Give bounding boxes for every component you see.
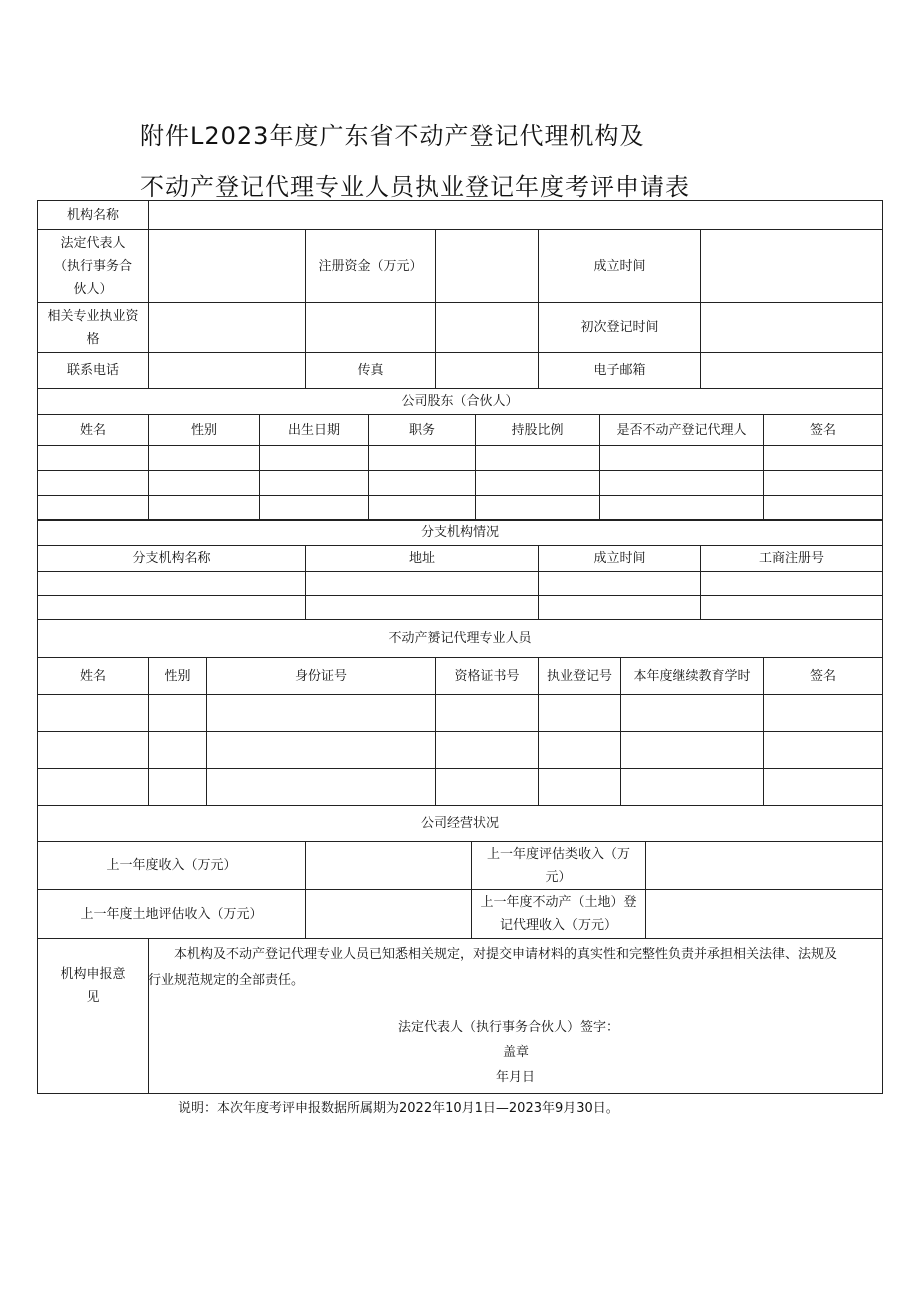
shareholder-row-cell[interactable]: [475, 445, 600, 471]
application-form: [37, 200, 883, 1094]
branch-header-reg-no: 工商注册号: [700, 545, 883, 572]
email-label: 电子邮箱: [538, 352, 701, 389]
prev-income-label: 上一年度收入（万元）: [37, 841, 306, 890]
professional-row-cell[interactable]: [206, 694, 436, 732]
reg-capital-label: 注册资金（万元）: [305, 229, 436, 303]
shareholders-section-title: 公司股东（合伙人）: [37, 388, 883, 415]
established-label: 成立时间: [538, 229, 701, 303]
professional-row-cell[interactable]: [620, 694, 764, 732]
shareholder-header-position: 职务: [368, 414, 476, 446]
branch-row-cell[interactable]: [700, 571, 883, 596]
professional-row-cell[interactable]: [763, 731, 883, 769]
branch-header-established: 成立时间: [538, 545, 701, 572]
branch-header-name: 分支机构名称: [37, 545, 306, 572]
phone-label: 联系电话: [37, 352, 149, 389]
title-line-2: 不动产登记代理专业人员执业登记年度考评申请表: [140, 173, 690, 201]
professional-header-name: 姓名: [37, 657, 149, 695]
shareholder-header-birth: 出生日期: [259, 414, 369, 446]
branch-header-address: 地址: [305, 545, 539, 572]
first-reg-time-label: 初次登记时间: [538, 302, 701, 353]
shareholder-row-cell[interactable]: [475, 495, 600, 521]
branch-row-cell[interactable]: [37, 571, 306, 596]
phone-field[interactable]: [148, 352, 306, 389]
fax-field[interactable]: [435, 352, 539, 389]
shareholder-row-cell[interactable]: [763, 495, 883, 521]
shareholder-row-cell[interactable]: [259, 445, 369, 471]
shareholder-row-cell[interactable]: [599, 470, 764, 496]
shareholder-header-gender: 性别: [148, 414, 260, 446]
org-name-label: 机构名称: [37, 200, 149, 230]
qualification-field-3[interactable]: [435, 302, 539, 353]
shareholder-header-agent: 是否不动产登记代理人: [599, 414, 764, 446]
established-field[interactable]: [700, 229, 883, 303]
branch-row-cell[interactable]: [538, 571, 701, 596]
professional-header-education: 本年度继续教育学时: [620, 657, 764, 695]
land-appraisal-income-label: 上一年度土地评估收入（万元）: [37, 889, 306, 939]
shareholder-row-cell[interactable]: [148, 445, 260, 471]
declaration-signature: 法定代表人（执行事务合伙人）签字：: [398, 1020, 620, 1035]
shareholder-row-cell[interactable]: [475, 470, 600, 496]
professional-row-cell[interactable]: [620, 768, 764, 806]
shareholder-row-cell[interactable]: [148, 470, 260, 496]
professional-row-cell[interactable]: [37, 768, 149, 806]
shareholder-header-share: 持股比例: [475, 414, 600, 446]
shareholder-row-cell[interactable]: [259, 470, 369, 496]
agency-income-label: 上一年度不动产（土地）登记代理收入（万元）: [471, 889, 646, 939]
shareholder-row-cell[interactable]: [368, 445, 476, 471]
shareholder-row-cell[interactable]: [148, 495, 260, 521]
shareholder-row-cell[interactable]: [763, 470, 883, 496]
shareholder-row-cell[interactable]: [37, 445, 149, 471]
branches-section-title: 分支机构情况: [37, 519, 883, 546]
legal-rep-label: 法定代表人（执行事务合伙人）: [37, 229, 149, 303]
professional-row-cell[interactable]: [538, 768, 621, 806]
land-appraisal-income-field[interactable]: [305, 889, 472, 939]
appraisal-income-field[interactable]: [645, 841, 883, 890]
declaration-date: 年月日: [496, 1070, 536, 1085]
professional-row-cell[interactable]: [435, 694, 539, 732]
declaration-text: 本机构及不动产登记代理专业人员已知悉相关规定，对提交申请材料的真实性和完整性负责并承担相关法律、法规及行业规范规定的全部责任。: [148, 947, 838, 988]
professional-row-cell[interactable]: [148, 694, 207, 732]
qualification-field-1[interactable]: [148, 302, 306, 353]
branch-row-cell[interactable]: [37, 595, 306, 620]
professional-row-cell[interactable]: [206, 768, 436, 806]
legal-rep-field[interactable]: [148, 229, 306, 303]
shareholder-header-signature: 签名: [763, 414, 883, 446]
professional-row-cell[interactable]: [763, 768, 883, 806]
email-field[interactable]: [700, 352, 883, 389]
professional-row-cell[interactable]: [763, 694, 883, 732]
professional-row-cell[interactable]: [435, 768, 539, 806]
branch-row-cell[interactable]: [305, 571, 539, 596]
professional-row-cell[interactable]: [148, 731, 207, 769]
professional-header-gender: 性别: [148, 657, 207, 695]
professional-row-cell[interactable]: [206, 731, 436, 769]
qualification-field-2[interactable]: [305, 302, 436, 353]
org-name-field[interactable]: [148, 200, 883, 230]
shareholder-row-cell[interactable]: [368, 470, 476, 496]
professional-header-reg: 执业登记号: [538, 657, 621, 695]
shareholder-row-cell[interactable]: [37, 495, 149, 521]
professional-header-id: 身份证号: [206, 657, 436, 695]
reg-capital-field[interactable]: [435, 229, 539, 303]
shareholder-row-cell[interactable]: [599, 445, 764, 471]
first-reg-time-field[interactable]: [700, 302, 883, 353]
shareholder-row-cell[interactable]: [763, 445, 883, 471]
declaration-seal: 盖章: [503, 1045, 530, 1060]
title-line-1: 附件L2023年度广东省不动产登记代理机构及: [140, 122, 645, 150]
footnote: 说明：本次年度考评申报数据所属期为2022年10月1日—2023年9月30日。: [178, 1101, 619, 1116]
professional-header-signature: 签名: [763, 657, 883, 695]
agency-income-field[interactable]: [645, 889, 883, 939]
professional-row-cell[interactable]: [148, 768, 207, 806]
prev-income-field[interactable]: [305, 841, 472, 890]
business-section-title: 公司经营状况: [37, 805, 883, 842]
professional-row-cell[interactable]: [620, 731, 764, 769]
shareholder-row-cell[interactable]: [259, 495, 369, 521]
shareholder-row-cell[interactable]: [37, 470, 149, 496]
declaration-label: 机构申报意见: [37, 938, 149, 1094]
branch-row-cell[interactable]: [700, 595, 883, 620]
professional-row-cell[interactable]: [37, 731, 149, 769]
professional-row-cell[interactable]: [435, 731, 539, 769]
branch-row-cell[interactable]: [305, 595, 539, 620]
shareholder-header-name: 姓名: [37, 414, 149, 446]
qualification-label: 相关专业执业资格: [37, 302, 149, 353]
shareholder-row-cell[interactable]: [599, 495, 764, 521]
professional-row-cell[interactable]: [37, 694, 149, 732]
professionals-section-title: 不动产赟记代理专业人员: [37, 619, 883, 658]
professional-header-cert: 资格证书号: [435, 657, 539, 695]
professional-row-cell[interactable]: [538, 731, 621, 769]
branch-row-cell[interactable]: [538, 595, 701, 620]
professional-row-cell[interactable]: [538, 694, 621, 732]
shareholder-row-cell[interactable]: [368, 495, 476, 521]
appraisal-income-label: 上一年度评估类收入（万元）: [471, 841, 646, 890]
fax-label: 传真: [305, 352, 436, 389]
